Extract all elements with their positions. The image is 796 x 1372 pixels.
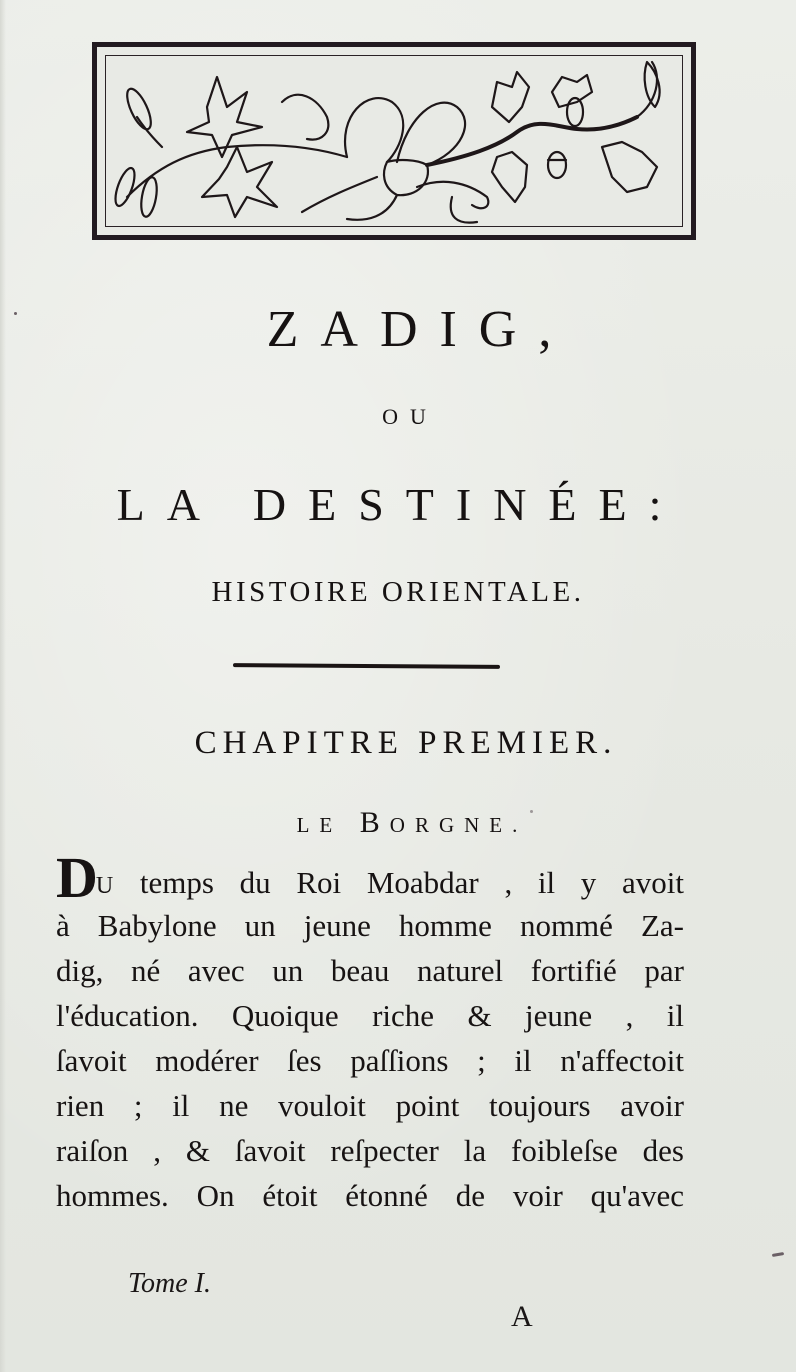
text-line-content: temps du Roi Moabdar , il y avoit [114,865,684,900]
chapter-subheading-prefix: LE [296,813,343,837]
volume-label: Tome I. [128,1268,211,1299]
text-line: rien ; il ne vouloit point toujours avoir [56,1088,684,1123]
divider-rule [233,663,500,669]
floral-ribbon-ornament-icon [97,47,691,235]
text-line [56,845,684,910]
text-line: dig, né avec un beau naturel fortifié par [56,953,684,988]
drop-cap: D [56,845,98,910]
text-line: à Babylone un jeune homme nommé Za- [56,908,684,943]
chapter-subheading-rest: ORGNE. [389,813,528,837]
book-genre: HISTOIRE ORIENTALE. [211,576,585,608]
signature-mark: A [511,1300,533,1333]
body-paragraph [56,845,684,1218]
first-smallcap: U [95,873,115,899]
text-line: ſavoit modérer ſes paſſions ; il n'affectoit [56,1043,684,1078]
paper-speck [14,312,17,315]
paper-speck [772,1252,784,1257]
text-line: raiſon , & ſavoit reſpecter la foibleſse des [56,1133,684,1168]
book-subtitle: LA DESTINÉE: [116,479,684,530]
chapter-heading: CHAPITRE PREMIER. [194,725,618,761]
chapter-subheading-cap: B [359,806,390,839]
headpiece-ornament [92,42,696,240]
paper-speck [530,810,533,813]
text-line: l'éducation. Quoique riche & jeune , il [56,998,684,1033]
title-connector: OU [382,404,438,429]
text-line: hommes. On étoit étonné de voir qu'avec [56,1178,684,1213]
chapter-subheading [14,806,796,840]
book-title: ZADIG, [266,301,574,358]
page-edge-shadow [0,0,6,1372]
